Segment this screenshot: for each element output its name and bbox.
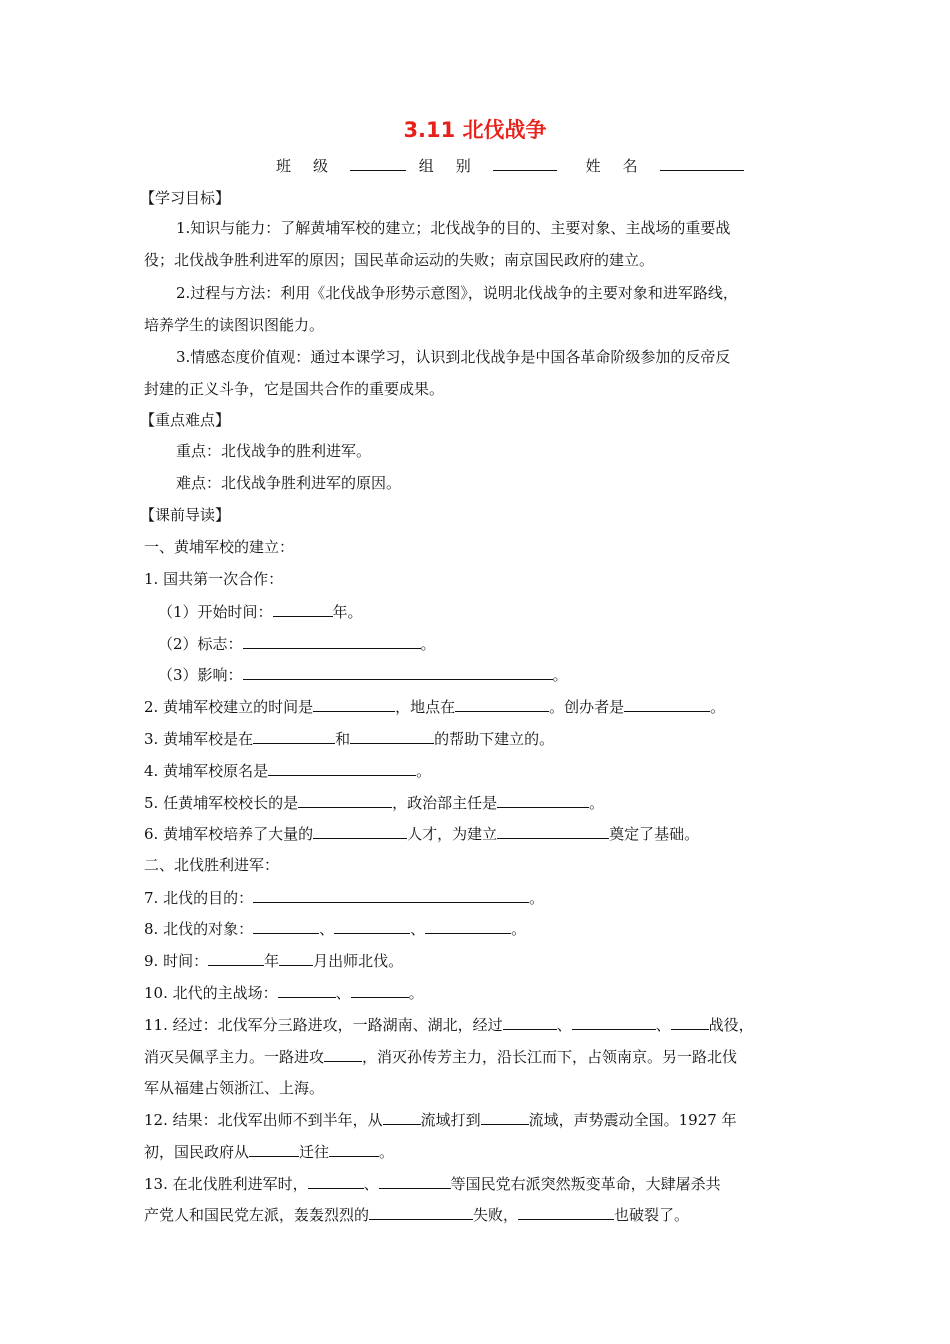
answer-blank[interactable]	[249, 1141, 299, 1157]
question-12-line-b: 初，国民政府从 迁往 。	[144, 1143, 395, 1161]
key-point: 重点：北伐战争的胜利进军。	[176, 442, 372, 460]
group-blank[interactable]	[493, 155, 557, 171]
question-6: 6. 黄埔军校培养了大量的 人才，为建立 奠定了基础。	[144, 825, 700, 843]
answer-blank[interactable]	[278, 982, 336, 998]
answer-blank[interactable]	[350, 728, 434, 744]
answer-blank[interactable]	[243, 664, 553, 680]
question-10: 10. 北代的主战场： 、 。	[144, 984, 424, 1002]
section-preview-heading: 【课前导读】	[140, 506, 231, 524]
answer-blank[interactable]	[313, 696, 395, 712]
answer-blank[interactable]	[268, 760, 416, 776]
answer-blank[interactable]	[383, 1109, 421, 1125]
group-label: 组别	[418, 157, 493, 175]
answer-blank[interactable]	[208, 950, 264, 966]
answer-blank[interactable]	[329, 1141, 379, 1157]
question-13-line-b: 产党人和国民党左派，轰轰烈烈的 失败， 也破裂了。	[144, 1206, 690, 1224]
question-1-3: （3）影响： 。	[158, 666, 568, 684]
difficult-point: 难点：北伐战争胜利进军的原因。	[176, 474, 402, 492]
name-label: 姓名	[585, 157, 660, 175]
answer-blank[interactable]	[351, 982, 409, 998]
answer-blank[interactable]	[624, 696, 710, 712]
answer-blank[interactable]	[298, 792, 392, 808]
question-12-line-a: 12. 结果：北伐军出师不到半年，从 流域打到 流域，声势震动全国。1927 年	[144, 1111, 737, 1129]
answer-blank[interactable]	[253, 887, 529, 903]
question-1-2: （2）标志： 。	[158, 635, 436, 653]
class-label: 班级	[276, 157, 351, 175]
answer-blank[interactable]	[503, 1014, 557, 1030]
goal-3-line-b: 封建的正义斗争，它是国共合作的重要成果。	[144, 380, 445, 398]
class-blank[interactable]	[350, 155, 406, 171]
answer-blank[interactable]	[379, 1173, 451, 1189]
answer-blank[interactable]	[253, 918, 319, 934]
page-title: 3.11 北伐战争	[403, 118, 547, 142]
section-keypoints-heading: 【重点难点】	[140, 411, 231, 429]
question-3: 3. 黄埔军校是在 和 的帮助下建立的。	[144, 730, 555, 748]
answer-blank[interactable]	[518, 1204, 614, 1220]
question-1: 1. 国共第一次合作：	[144, 570, 284, 588]
question-11-line-c: 军从福建占领浙江、上海。	[144, 1079, 325, 1097]
answer-blank[interactable]	[671, 1014, 709, 1030]
goal-2-line-a: 2.过程与方法：利用《北伐战争形势示意图》，说明北伐战争的主要对象和进军路线，	[176, 284, 738, 302]
goal-1-line-a: 1.知识与能力：了解黄埔军校的建立；北伐战争的目的、主要对象、主战场的重要战	[176, 219, 731, 237]
answer-blank[interactable]	[243, 633, 421, 649]
answer-blank[interactable]	[313, 823, 407, 839]
answer-blank[interactable]	[497, 823, 609, 839]
question-5: 5. 任黄埔军校校长的是 ，政治部主任是 。	[144, 794, 605, 812]
question-7: 7. 北伐的目的： 。	[144, 889, 545, 907]
section-goals-heading: 【学习目标】	[140, 189, 231, 207]
question-13-line-a: 13. 在北伐胜利进军时， 、 等国民党右派突然叛变革命，大肆屠杀共	[144, 1175, 721, 1193]
question-11-line-a: 11. 经过：北伐军分三路进攻，一路湖南、湖北，经过 、 、 战役，	[144, 1016, 754, 1034]
part2-heading: 二、北伐胜利进军：	[144, 856, 280, 874]
question-8: 8. 北伐的对象： 、 、 。	[144, 920, 527, 938]
answer-blank[interactable]	[308, 1173, 364, 1189]
goal-3-line-a: 3.情感态度价值观：通过本课学习，认识到北伐战争是中国各革命阶级参加的反帝反	[176, 348, 731, 366]
question-9: 9. 时间： 年 月出师北伐。	[144, 952, 404, 970]
answer-blank[interactable]	[369, 1204, 473, 1220]
answer-blank[interactable]	[279, 950, 313, 966]
answer-blank[interactable]	[455, 696, 549, 712]
answer-blank[interactable]	[481, 1109, 529, 1125]
name-blank[interactable]	[660, 155, 744, 171]
answer-blank[interactable]	[425, 918, 511, 934]
answer-blank[interactable]	[324, 1046, 362, 1062]
question-4: 4. 黄埔军校原名是 。	[144, 762, 432, 780]
goal-1-line-b: 役；北伐战争胜利进军的原因；国民革命运动的失败；南京国民政府的建立。	[144, 251, 655, 269]
goal-2-line-b: 培养学生的读图识图能力。	[144, 316, 325, 334]
answer-blank[interactable]	[253, 728, 335, 744]
student-info-line	[276, 155, 744, 176]
question-1-1: （1）开始时间： 年。	[158, 603, 363, 621]
answer-blank[interactable]	[273, 601, 333, 617]
question-11-line-b: 消灭吴佩孚主力。一路进攻 ，消灭孙传芳主力，沿长江而下，占领南京。另一路北伐	[144, 1048, 738, 1066]
answer-blank[interactable]	[334, 918, 410, 934]
question-2: 2. 黄埔军校建立的时间是 ，地点在 。创办者是 。	[144, 698, 726, 716]
answer-blank[interactable]	[572, 1014, 656, 1030]
answer-blank[interactable]	[497, 792, 589, 808]
part1-heading: 一、黄埔军校的建立：	[144, 538, 295, 556]
